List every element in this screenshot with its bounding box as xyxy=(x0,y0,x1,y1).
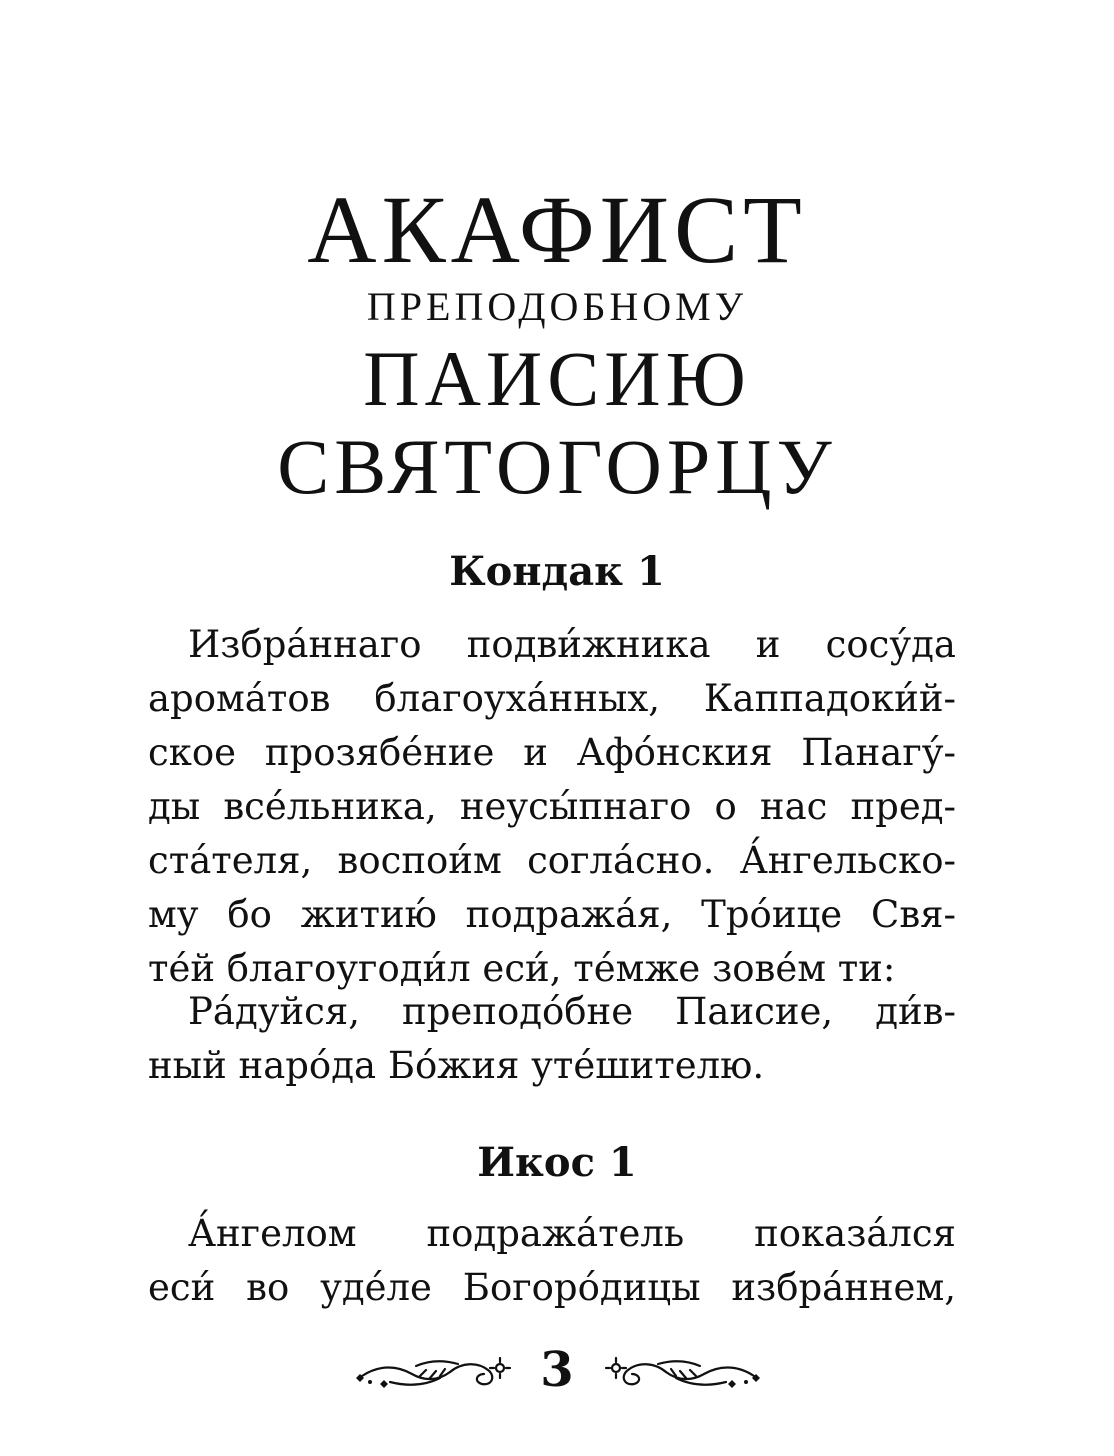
text-line: му бо житию́ подража́я, Тро́ице Свя- xyxy=(148,893,956,936)
kondak-refrain xyxy=(148,985,956,1093)
ikos-body xyxy=(148,1207,956,1315)
text-line: ста́теля, воспои́м согла́сно. А́нгельско- xyxy=(148,839,956,882)
title-saint-name: ПАИСИЮ xyxy=(363,335,751,422)
text-line: А́нгелом подража́тель показа́лся xyxy=(188,1212,956,1255)
page-number: 3 xyxy=(540,1342,574,1398)
text-line: еси́ во уде́ле Богоро́дицы избра́ннем, xyxy=(148,1266,956,1309)
text-line: арома́тов благоуха́нных, Каппадоки́й- xyxy=(148,677,956,720)
title-dedication: ПРЕПОДОБНОМУ xyxy=(366,284,748,329)
ornament-right-icon xyxy=(596,1352,766,1392)
text-line: ный наро́да Бо́жия уте́шителю. xyxy=(148,1044,765,1087)
akathist-title: АКАФИСТ xyxy=(307,176,807,283)
kondak-body xyxy=(148,618,956,996)
title-saint-epithet: СВЯТОГОРЦУ xyxy=(277,423,837,510)
text-line: те́й благоугоди́л еси́, те́мже зове́м ти: xyxy=(148,947,896,990)
page-footer xyxy=(0,1340,1114,1400)
text-line: ское прозябе́ние и Афо́нския Панагу́- xyxy=(148,731,956,774)
text-line: ды все́льника, неусы́пнаго о нас пред- xyxy=(148,785,956,828)
text-line: Ра́дуйся, преподо́бне Паисие, ди́в- xyxy=(188,990,956,1033)
text-line: Избра́ннаго подви́жника и сосу́да xyxy=(188,623,956,666)
ikos-heading: Икос 1 xyxy=(477,1139,637,1186)
kondak-heading: Кондак 1 xyxy=(449,548,665,595)
